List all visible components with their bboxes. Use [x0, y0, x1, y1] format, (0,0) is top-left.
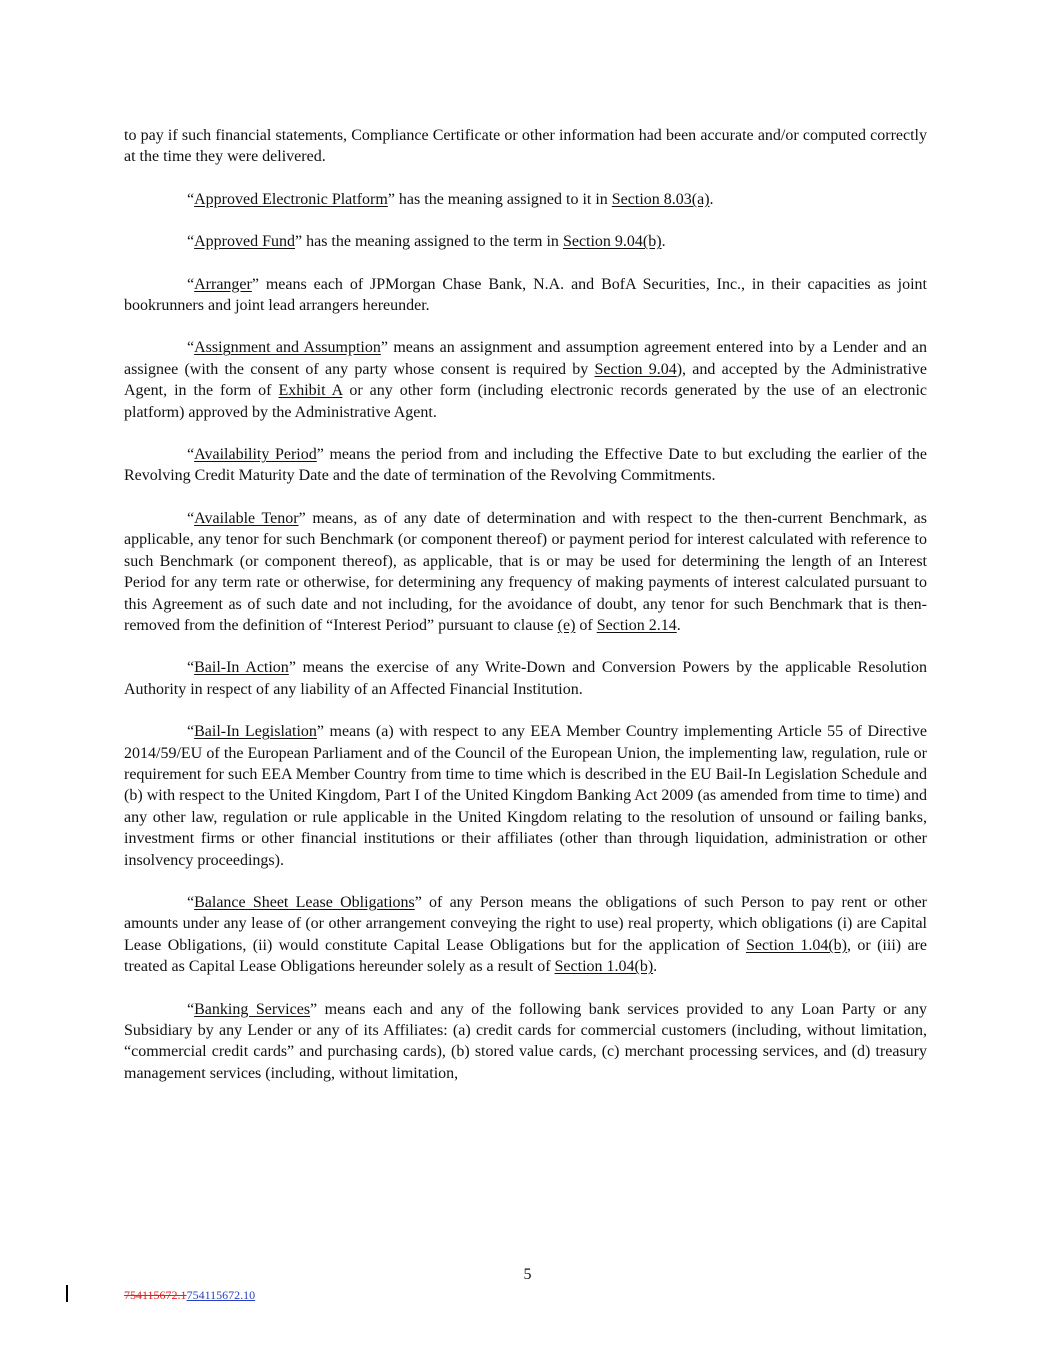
section-reference: Section 9.04	[594, 360, 677, 378]
revision-change-bar	[66, 1285, 68, 1302]
intro-paragraph	[124, 125, 927, 168]
open-quote: “	[187, 659, 195, 677]
defined-term: Bail-In Action	[194, 659, 289, 677]
definition-text: .	[661, 233, 666, 251]
definition-text: or any other form (including electronic records generated by the use of an electronic platform) approved by the Administrative Agent.	[124, 382, 927, 421]
definition-text: ” means, as of any date of determination and with respect to the then-current Benchmark, as applicable, any tenor for such Benchmark (or component thereof) or payment period for interest calculated with reference to such Benchmark (or component thereof), as applicable, that is or may be used for determining the length of an Interest Period for any term rate or otherwise, for determining any frequency of making payments of interest calculated pursuant to this Agreement as of such date and not including, for the avoidance of doubt, any tenor for such Benchmark that is then-removed from the definition of “Interest Period” pursuant to clause	[124, 509, 928, 634]
open-quote: “	[187, 893, 195, 911]
definition-approved-fund	[124, 231, 927, 252]
open-quote: “	[187, 723, 195, 741]
open-quote: “	[187, 275, 195, 293]
definition-balance-sheet-lease-obligations	[124, 892, 927, 978]
definition-text: .	[676, 616, 681, 634]
defined-term: Available Tenor	[194, 509, 299, 527]
intro-text: to pay if such financial statements, Compliance Certificate or other information had been accurate and/or computed correctly at the time they were delivered.	[124, 127, 927, 166]
open-quote: “	[187, 233, 195, 251]
definition-text: ” has the meaning assigned to the term in	[295, 233, 563, 251]
defined-term: Approved Electronic Platform	[194, 190, 388, 208]
section-reference: Section 1.04(b)	[745, 936, 847, 954]
open-quote: “	[187, 446, 195, 464]
definition-arranger	[124, 274, 927, 317]
definition-text: .	[709, 190, 714, 208]
definition-text: .	[653, 958, 658, 976]
definition-text: ), and accepted by the Administrative Agent, in the form of	[124, 360, 928, 400]
section-reference: Section 1.04(b)	[554, 958, 654, 976]
definition-text: ” means each and any of the following bank services provided to any Loan Party or any Subsidiary by any Lender or any of its Affiliates: (a) credit cards for commercial customers (including, without limitation, “commercial credit cards” and purchasing cards), (b) stored value cards, (c) merchant processing services, and (d) treasury management services (including, without limitation,	[124, 1000, 927, 1082]
defined-term: Availability Period	[194, 446, 317, 464]
definition-text: , or (iii) are treated as Capital Lease Obligations hereunder solely as a result of	[124, 936, 928, 976]
definition-text: ” means the period from and including the Effective Date to but excluding the earlier of the Revolving Credit Maturity Date and the date of termination of the Revolving Commitments.	[124, 446, 928, 485]
section-reference: Section 2.14	[596, 616, 677, 634]
clause-reference: (e)	[557, 616, 576, 634]
document-id	[124, 1288, 255, 1302]
definition-text: ” of any Person means the obligations of such Person to pay rent or other amounts under any lease of (or other arrangement conveying the right to use) real property, which obligations (i) are Capital Lease Obligations, (ii) would constitute Capital Lease Obligations but for the application of	[124, 893, 927, 954]
open-quote: “	[187, 339, 195, 357]
definition-text: ” means (a) with respect to any EEA Member Country implementing Article 55 of Directive 2014/59/EU of the European Parliament and of the Council of the European Union, the implementing law, regulation, rule or requirement for such EEA Member Country from time to time which is described in the EU Bail-In Legislation Schedule and (b) with respect to the United Kingdom, Part I of the United Kingdom Banking Act 2009 (as amended from time to time) and any other law, regulation or rule applicable in the United Kingdom relating to the resolution of unsound or failing banks, investment firms or other financial institutions or their affiliates (other than through liquidation, administration or other insolvency proceedings).	[124, 723, 927, 869]
defined-term: Bail-In Legislation	[194, 723, 317, 741]
definition-bail-in-action	[124, 657, 927, 700]
document-body	[124, 125, 927, 1105]
definition-text: of	[575, 616, 597, 634]
defined-term: Approved Fund	[194, 233, 295, 251]
defined-term: Assignment and Assumption	[194, 339, 381, 357]
section-reference: Section 8.03(a)	[611, 190, 710, 208]
definition-text: ” means the exercise of any Write-Down and Conversion Powers by the applicable Resolution Authority in respect of any liability of an Affected Financial Institution.	[124, 659, 927, 698]
document-id-inserted: 754115672.10	[186, 1288, 256, 1302]
page-number: 5	[523, 1266, 532, 1283]
open-quote: “	[187, 1000, 195, 1018]
exhibit-reference: Exhibit A	[278, 382, 343, 400]
definition-approved-electronic-platform	[124, 189, 927, 210]
defined-term: Banking Services	[194, 1000, 311, 1018]
definition-availability-period	[124, 444, 927, 487]
definition-text: ” has the meaning assigned to it in	[387, 190, 612, 208]
definition-assignment-and-assumption	[124, 337, 927, 423]
section-reference: Section 9.04(b)	[562, 233, 662, 251]
definition-bail-in-legislation	[124, 721, 927, 871]
open-quote: “	[187, 509, 195, 527]
definition-text: ” means an assignment and assumption agreement entered into by a Lender and an assignee (with the consent of any party whose consent is required by	[124, 339, 928, 378]
definition-text: ” means each of JPMorgan Chase Bank, N.A. and BofA Securities, Inc., in their capacities as joint bookrunners and joint lead arrangers hereunder.	[124, 275, 927, 315]
definition-available-tenor	[124, 508, 927, 636]
definition-banking-services	[124, 999, 927, 1085]
document-id-deleted: 754115672.1	[124, 1288, 187, 1302]
open-quote: “	[187, 190, 195, 208]
defined-term: Arranger	[194, 275, 252, 293]
defined-term: Balance Sheet Lease Obligations	[194, 893, 415, 911]
